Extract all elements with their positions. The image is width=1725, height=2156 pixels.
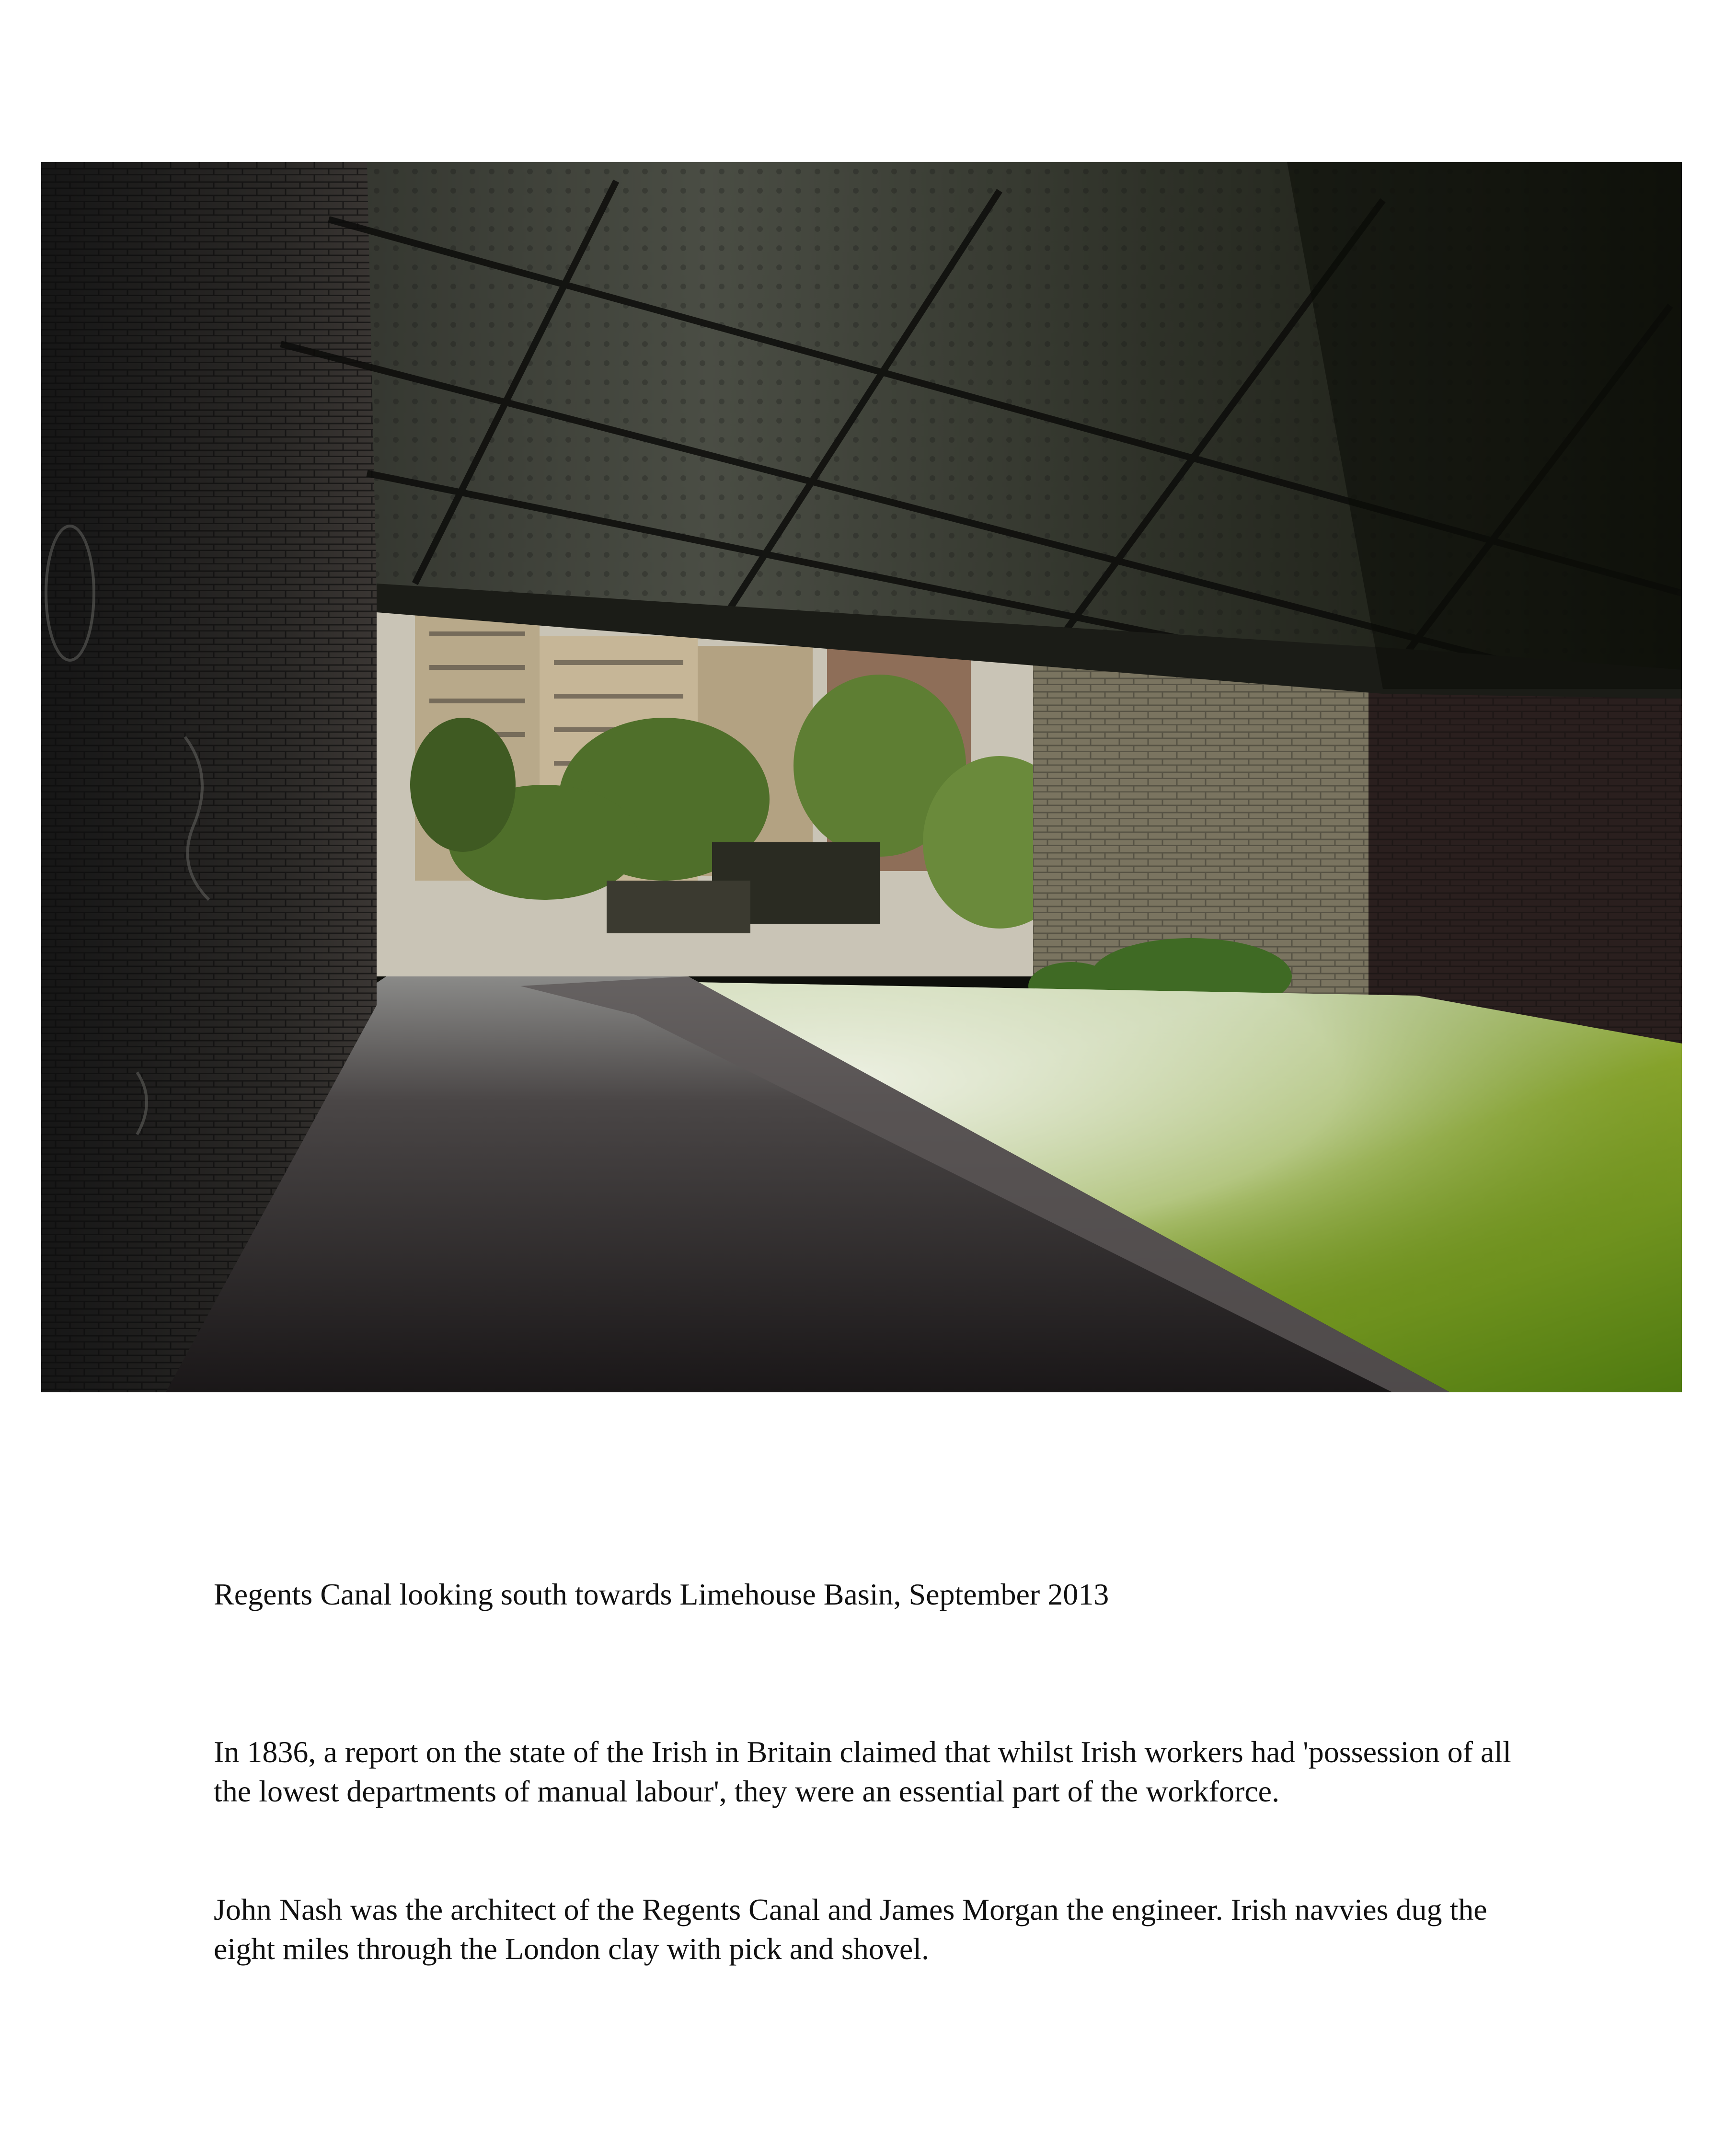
body-paragraph-2: John Nash was the architect of the Regents Canal and James Morgan the engineer. Irish navvies dug the eight miles through the London clay with pick and shovel. xyxy=(214,1892,1487,1966)
body-paragraph-1: In 1836, a report on the state of the Irish in Britain claimed that whilst Irish workers had 'possession of all the lowest departments of manual labour', they were an essential part of the workforce. xyxy=(214,1735,1511,1808)
photo-caption: Regents Canal looking south towards Limehouse Basin, September 2013 xyxy=(214,1577,1109,1611)
canal-photo xyxy=(41,162,1682,1392)
